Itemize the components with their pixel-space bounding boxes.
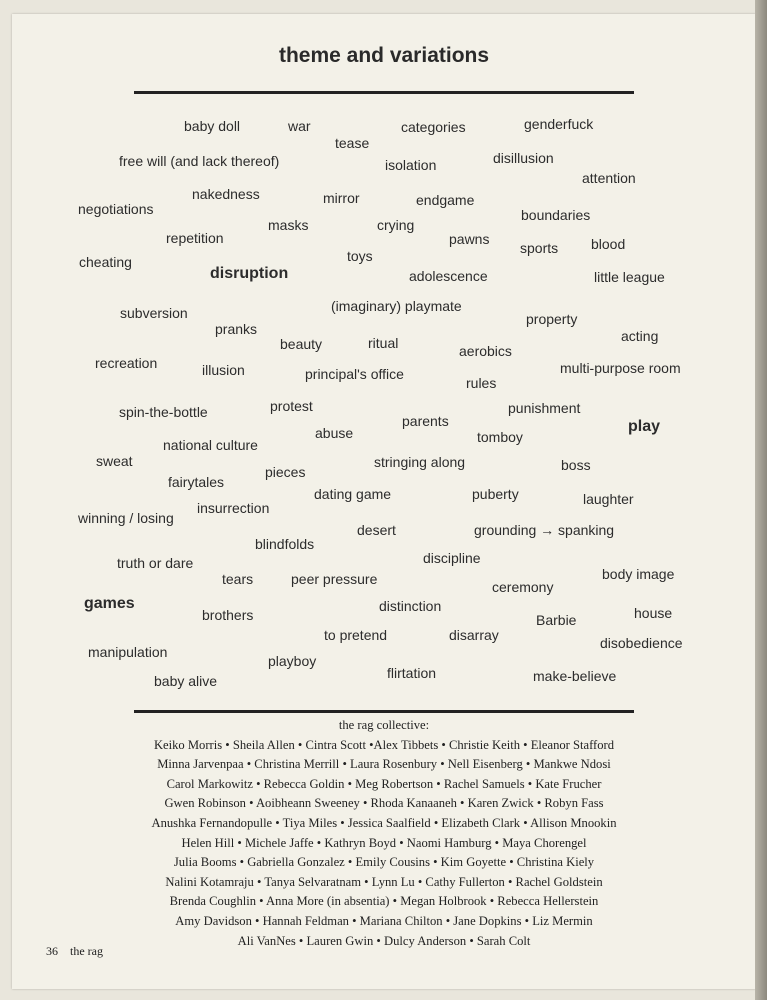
word-cloud-item: disobedience bbox=[600, 635, 683, 651]
word-cloud-item: isolation bbox=[385, 157, 437, 173]
word-cloud-item: adolescence bbox=[409, 268, 488, 284]
word-cloud-item: illusion bbox=[202, 362, 245, 378]
word-cloud-item: free will (and lack thereof) bbox=[119, 153, 280, 169]
word-cloud-item: stringing along bbox=[374, 454, 466, 470]
word-cloud-item: ceremony bbox=[492, 579, 554, 595]
word-cloud-item: pranks bbox=[215, 321, 258, 337]
word-cloud-item: blindfolds bbox=[255, 536, 315, 552]
credits-line: Keiko Morris • Sheila Allen • Cintra Scott •Alex Tibbets • Christie Keith • Eleanor Stafford bbox=[153, 737, 615, 752]
word-cloud-item: war bbox=[288, 118, 311, 134]
word-cloud-item: baby alive bbox=[154, 673, 218, 689]
word-cloud-item: Barbie bbox=[536, 612, 577, 628]
word-cloud-item: ritual bbox=[368, 335, 399, 351]
magazine-page bbox=[12, 14, 756, 989]
word-cloud-item: attention bbox=[582, 170, 636, 186]
word-cloud-item: punishment bbox=[508, 400, 581, 416]
word-cloud-item: pieces bbox=[265, 464, 306, 480]
word-cloud-item: manipulation bbox=[88, 644, 168, 660]
word-cloud-item: boss bbox=[561, 457, 591, 473]
word-cloud-item: acting bbox=[621, 328, 659, 344]
word-cloud-item: peer pressure bbox=[291, 571, 378, 587]
word-cloud-item: pawns bbox=[449, 231, 490, 247]
word-cloud-item: house bbox=[634, 605, 673, 621]
credits-line: Anushka Fernandopulle • Tiya Miles • Jessica Saalfield • Elizabeth Clark • Allison Mnookin bbox=[151, 815, 617, 830]
word-cloud-item: multi-purpose room bbox=[560, 360, 681, 376]
word-cloud-item: make-believe bbox=[533, 668, 617, 684]
word-cloud-item: categories bbox=[401, 119, 466, 135]
word-cloud-item: (imaginary) playmate bbox=[331, 298, 462, 314]
word-cloud-item: toys bbox=[347, 248, 373, 264]
word-cloud-item: cheating bbox=[79, 254, 132, 270]
word-cloud-item: nakedness bbox=[192, 186, 260, 202]
word-cloud-item: dating game bbox=[314, 486, 392, 502]
word-cloud-item: little league bbox=[594, 269, 665, 285]
credits-heading: the rag collective: bbox=[338, 718, 430, 732]
word-cloud-item: puberty bbox=[472, 486, 519, 502]
word-cloud-item: grounding → spanking bbox=[474, 522, 615, 538]
word-cloud-item: disruption bbox=[210, 265, 289, 282]
credits-line: Amy Davidson • Hannah Feldman • Mariana Chilton • Jane Dopkins • Liz Mermin bbox=[175, 913, 593, 928]
word-cloud-item: blood bbox=[591, 236, 626, 252]
credits-block bbox=[84, 716, 684, 951]
word-cloud-item: abuse bbox=[315, 425, 354, 441]
word-cloud-item: national culture bbox=[163, 437, 258, 453]
word-cloud-item: sweat bbox=[96, 453, 133, 469]
credits-line: Ali VanNes • Lauren Gwin • Dulcy Anderson • Sarah Colt bbox=[237, 933, 531, 948]
publication-name: the rag bbox=[70, 944, 103, 958]
word-cloud-item: games bbox=[84, 595, 135, 612]
word-cloud-item: recreation bbox=[95, 355, 158, 371]
word-cloud-item: winning / losing bbox=[78, 510, 174, 526]
word-cloud-item: disillusion bbox=[493, 150, 554, 166]
word-cloud-item: parents bbox=[402, 413, 449, 429]
credits-line: Julia Booms • Gabriella Gonzalez • Emily Cousins • Kim Goyette • Christina Kiely bbox=[173, 855, 595, 870]
word-cloud-item: genderfuck bbox=[524, 116, 594, 132]
word-cloud-item: desert bbox=[357, 522, 396, 538]
word-cloud-item: crying bbox=[377, 217, 415, 233]
credits-line: Gwen Robinson • Aoibheann Sweeney • Rhoda Kanaaneh • Karen Zwick • Robyn Fass bbox=[164, 796, 604, 811]
word-cloud-item: baby doll bbox=[184, 118, 241, 134]
word-cloud-item: playboy bbox=[268, 653, 317, 669]
word-cloud-item: flirtation bbox=[387, 665, 437, 681]
word-cloud-item: insurrection bbox=[197, 500, 270, 516]
word-cloud-item: masks bbox=[268, 217, 309, 233]
credits-line: Helen Hill • Michele Jaffe • Kathryn Boyd • Naomi Hamburg • Maya Chorengel bbox=[181, 835, 587, 850]
credits-line: Nalini Kotamraju • Tanya Selvaratnam • Lynn Lu • Cathy Fullerton • Rachel Goldstein bbox=[165, 874, 603, 889]
word-cloud-item: protest bbox=[270, 398, 313, 414]
word-cloud-item: tease bbox=[335, 135, 370, 151]
binding-edge bbox=[755, 0, 767, 1000]
word-cloud-item: endgame bbox=[416, 192, 475, 208]
word-cloud-item: aerobics bbox=[459, 343, 512, 359]
page-footer bbox=[46, 944, 103, 959]
word-cloud-item: laughter bbox=[583, 491, 634, 507]
word-cloud-item: play bbox=[628, 418, 661, 435]
bottom-rule bbox=[134, 710, 634, 713]
word-cloud-item: beauty bbox=[280, 336, 323, 352]
page-title: theme and variations bbox=[278, 44, 490, 67]
word-cloud-item: spin-the-bottle bbox=[119, 404, 208, 420]
credits-line: Brenda Coughlin • Anna More (in absentia) • Megan Holbrook • Rebecca Hellerstein bbox=[169, 894, 599, 909]
word-cloud-item: fairytales bbox=[168, 474, 225, 490]
word-cloud-item: boundaries bbox=[521, 207, 591, 223]
word-cloud-item: negotiations bbox=[78, 201, 154, 217]
word-cloud-item: distinction bbox=[379, 598, 442, 614]
word-cloud-item: repetition bbox=[166, 230, 224, 246]
word-cloud-item: tears bbox=[222, 571, 254, 587]
word-cloud-item: brothers bbox=[202, 607, 254, 623]
top-rule bbox=[134, 91, 634, 94]
word-cloud-item: disarray bbox=[449, 627, 499, 643]
word-cloud-item: sports bbox=[520, 240, 559, 256]
word-cloud-item: body image bbox=[602, 566, 675, 582]
word-cloud-item: discipline bbox=[423, 550, 481, 566]
word-cloud-item: rules bbox=[466, 375, 497, 391]
word-cloud-item: mirror bbox=[323, 190, 360, 206]
credits-line: Minna Jarvenpaa • Christina Merrill • Laura Rosenbury • Nell Eisenberg • Mankwe Ndosi bbox=[157, 757, 611, 772]
page-number: 36 bbox=[46, 944, 58, 958]
word-cloud-item: truth or dare bbox=[117, 555, 194, 571]
word-cloud-item: property bbox=[526, 311, 578, 327]
credits-line: Carol Markowitz • Rebecca Goldin • Meg Robertson • Rachel Samuels • Kate Frucher bbox=[166, 776, 602, 791]
word-cloud-item: principal's office bbox=[305, 366, 404, 382]
word-cloud-item: tomboy bbox=[477, 429, 523, 445]
word-cloud-item: subversion bbox=[120, 305, 188, 321]
word-cloud-item: to pretend bbox=[324, 627, 388, 643]
